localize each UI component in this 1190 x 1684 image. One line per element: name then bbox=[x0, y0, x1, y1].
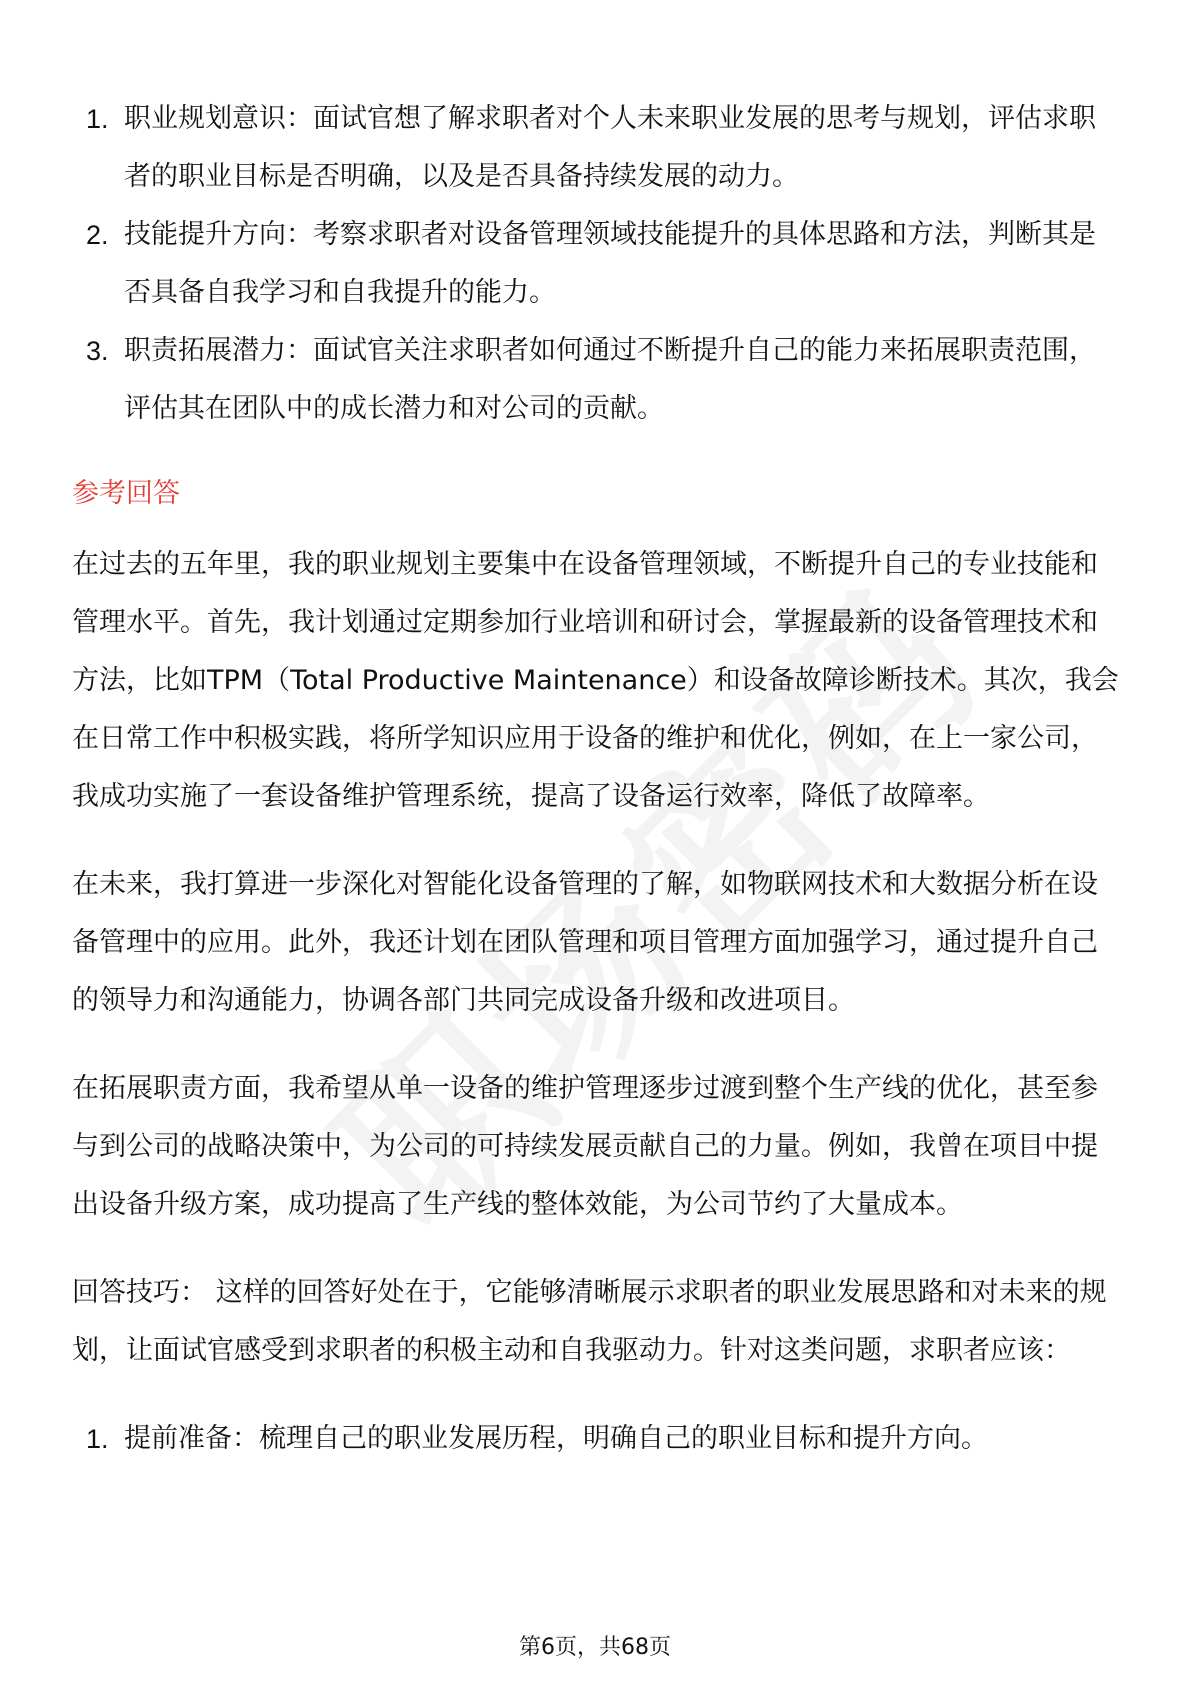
list-text: 职责拓展潜力：面试官关注求职者如何通过不断提升自己的能力来拓展职责范围，评估其在团队中的成长潜力和对公司的贡献。 bbox=[124, 335, 1096, 424]
list-text: 技能提升方向：考察求职者对设备管理领域技能提升的具体思路和方法，判断其是否具备自我学习和自我提升的能力。 bbox=[124, 219, 1096, 308]
list-number: 1. bbox=[86, 104, 109, 134]
list-item bbox=[72, 1410, 1122, 1468]
list-item bbox=[72, 206, 1122, 322]
list-item bbox=[72, 90, 1122, 206]
answer-tips-paragraph: 回答技巧： 这样的回答好处在于，它能够清晰展示求职者的职业发展思路和对未来的规划，让面试官感受到求职者的积极主动和自我驱动力。针对这类问题，求职者应该： bbox=[72, 1277, 1107, 1366]
intent-list bbox=[72, 90, 1122, 438]
list-number: 3. bbox=[86, 336, 109, 366]
answer-paragraph: 在未来，我打算进一步深化对智能化设备管理的了解，如物联网技术和大数据分析在设备管理中的应用。此外，我还计划在团队管理和项目管理方面加强学习，通过提升自己的领导力和沟通能力，协调各部门共同完成设备升级和改进项目。 bbox=[72, 869, 1098, 1016]
list-text: 职业规划意识：面试官想了解求职者对个人未来职业发展的思考与规划，评估求职者的职业目标是否明确，以及是否具备持续发展的动力。 bbox=[124, 103, 1096, 192]
tips-list bbox=[72, 1410, 1122, 1468]
answer-paragraph: 在过去的五年里，我的职业规划主要集中在设备管理领域，不断提升自己的专业技能和管理水平。首先，我计划通过定期参加行业培训和研讨会，掌握最新的设备管理技术和方法，比如TPM（Total Productive Maintenance）和设备故障诊断技术。其次，我会在日常工作中积极实践，将所学知识应用于设备的维护和优化，例如，在上一家公司，我成功实施了一套设备维护管理系统，提高了设备运行效率，降低了故障率。 bbox=[72, 549, 1119, 812]
section-title-reference-answer: 参考回答 bbox=[72, 478, 180, 509]
page-footer: 第6页，共68页 bbox=[519, 1635, 671, 1660]
list-number: 2. bbox=[86, 220, 109, 250]
list-item bbox=[72, 322, 1122, 438]
answer-paragraph: 在拓展职责方面，我希望从单一设备的维护管理逐步过渡到整个生产线的优化，甚至参与到公司的战略决策中，为公司的可持续发展贡献自己的力量。例如，我曾在项目中提出设备升级方案，成功提高了生产线的整体效能，为公司节约了大量成本。 bbox=[72, 1073, 1098, 1220]
document-body bbox=[72, 90, 1122, 1468]
list-text: 提前准备：梳理自己的职业发展历程，明确自己的职业目标和提升方向。 bbox=[124, 1423, 988, 1454]
list-number: 1. bbox=[86, 1424, 109, 1454]
